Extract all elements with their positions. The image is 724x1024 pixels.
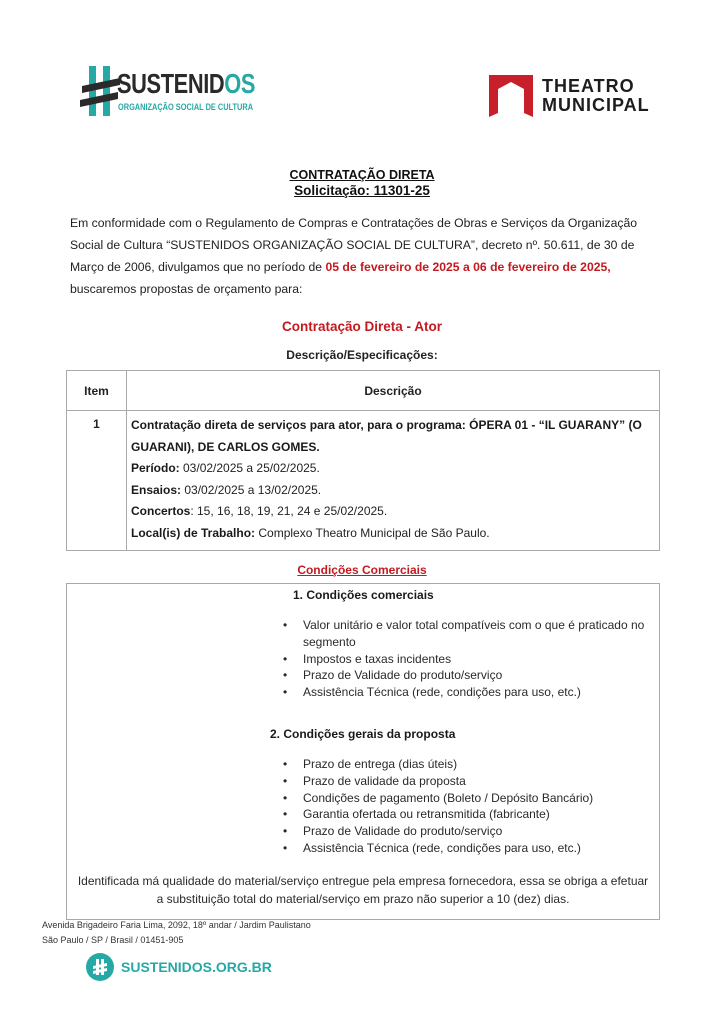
list-item: • Valor unitário e valor total compatíveis com o que é praticado no segmento xyxy=(283,617,653,651)
concertos-line: Concertos: 15, 16, 18, 19, 21, 24 e 25/02/2025. xyxy=(131,504,388,518)
local-line: Local(is) de Trabalho: Complexo Theatro Municipal de São Paulo. xyxy=(131,525,490,540)
spec-heading: Descrição/Especificações: xyxy=(286,348,438,362)
list-item: • Prazo de Validade do produto/serviço xyxy=(283,823,653,840)
table-row xyxy=(67,411,660,551)
list-item: • Prazo de validade da proposta xyxy=(283,773,653,790)
theatro-municipal-logo xyxy=(489,74,654,118)
conditions-section1-heading: 1. Condições comerciais xyxy=(293,588,434,602)
document-title: CONTRATAÇÃO DIRETA xyxy=(289,168,435,182)
spec-table xyxy=(66,370,660,551)
list-item: • Prazo de entrega (dias úteis) xyxy=(283,756,653,773)
period-highlight: 05 de fevereiro de 2025 a 06 de fevereiro de 2025, xyxy=(325,260,611,274)
sustenidos-wordmark: SUSTENIDOS xyxy=(117,68,256,99)
arch-icon xyxy=(489,75,533,117)
list-item: • Assistência Técnica (rede, condições para uso, etc.) xyxy=(283,840,653,857)
ensaios-line: Ensaios: 03/02/2025 a 13/02/2025. xyxy=(131,482,322,497)
hash-circle-icon xyxy=(86,953,114,981)
conditions-box xyxy=(66,583,660,920)
hash-icon xyxy=(80,66,120,116)
list-item: • Impostos e taxas incidentes xyxy=(283,651,653,668)
header-description: Descrição xyxy=(127,371,660,411)
footer-address-line2: São Paulo / SP / Brasil / 01451-905 xyxy=(42,935,184,945)
conditions-title: Condições Comerciais xyxy=(297,563,427,577)
item-number: 1 xyxy=(67,411,127,551)
quality-note: Identificada má qualidade do material/serviço entregue pela empresa fornecedora, essa se obriga a efetuar a substituição total do material/serviço em prazo não superior a 10 (dez) dias. xyxy=(77,874,649,906)
theatro-line2: MUNICIPAL xyxy=(542,95,650,115)
request-number: Solicitação: 11301-25 xyxy=(294,183,430,198)
sustenidos-subtitle: ORGANIZAÇÃO SOCIAL DE CULTURA xyxy=(118,102,254,112)
sustenidos-logo xyxy=(80,66,256,118)
list-item: • Condições de pagamento (Boleto / Depósito Bancário) xyxy=(283,790,653,807)
header-item: Item xyxy=(67,371,127,411)
periodo-line: Período: 03/02/2025 a 25/02/2025. xyxy=(131,461,320,475)
list-item: • Garantia ofertada ou retransmitida (fabricante) xyxy=(283,806,653,823)
table-header-row xyxy=(67,371,660,411)
conditions-section2-heading: 2. Condições gerais da proposta xyxy=(270,727,456,741)
theatro-line1: THEATRO xyxy=(542,76,635,96)
conditions-section2-list xyxy=(283,756,653,857)
list-item: • Assistência Técnica (rede, condições para uso, etc.) xyxy=(283,684,653,701)
intro-paragraph: Em conformidade com o Regulamento de Compras e Contratações de Obras e Serviços da Organização Social de Cultura “SUSTENIDOS ORGANIZAÇÃO SOCIAL DE CULTURA”, decreto nº. 50.611, de 30 de Março de 2006, divulgamos que no período de 05 de fevereiro de 2025 a 06 de fevereiro de 2025, buscaremos propostas de orçamento para: xyxy=(70,216,638,296)
site-url[interactable]: SUSTENIDOS.ORG.BR xyxy=(121,959,272,975)
item-title: Contratação direta de serviços para ator, para o programa: ÓPERA 01 - “IL GUARANY” (O GUARANI), DE CARLOS GOMES. xyxy=(131,418,642,454)
list-item: • Prazo de Validade do produto/serviço xyxy=(283,667,653,684)
conditions-section1-list xyxy=(283,617,653,701)
item-description xyxy=(127,411,660,551)
section-title: Contratação Direta - Ator xyxy=(281,319,443,334)
footer-address-line1: Avenida Brigadeiro Faria Lima, 2092, 18º andar / Jardim Paulistano xyxy=(42,920,311,930)
